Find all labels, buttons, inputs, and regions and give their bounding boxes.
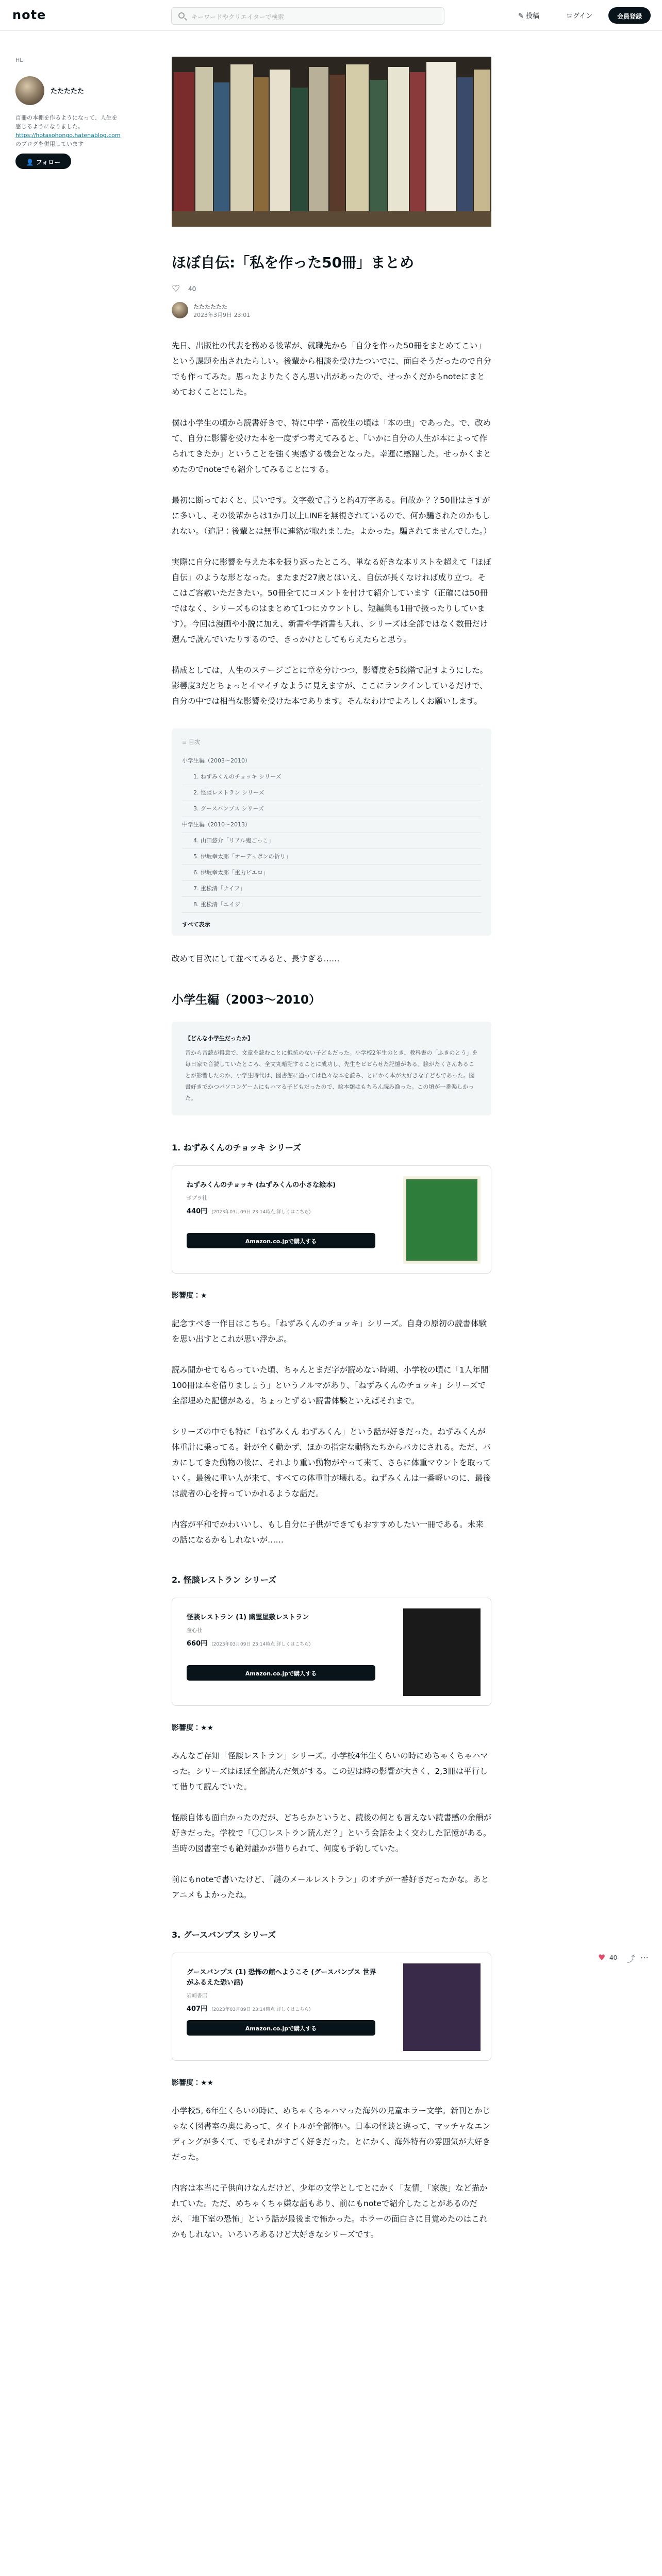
floating-action-bar	[598, 1953, 650, 1965]
book-paragraph: 読み聞かせてもらっていた頃、ちゃんとまだ字が読めない時期、小学校の頃に「1人年間100冊は本を借りましょう」というノルマがあり、「ねずみくんのチョッキ」シリーズで全部埋めた記憶がある。ちょっとずるい読書体験といえばそれまで。	[172, 1365, 489, 1405]
toc-show-all-button[interactable]: すべて表示	[182, 921, 210, 928]
book-paragraph: 内容は本当に子供向けなんだけど、少年の文学としてとにかく「友情」「家族」など描かれていた。ただ、めちゃくちゃ嫌な話もあり、前にもnoteで紹介したことがあるのだが、「地下室の恐怖」という話が最後まで怖かった。ホラーの面白さに目覚めたのはこれかもしれない。いろいろあるけど大好きなシリーズです。	[172, 2183, 488, 2239]
product-title[interactable]: ねずみくんのチョッキ (ねずみくんの小さな絵本)	[187, 1181, 336, 1189]
book-heading: 3. グースバンプス シリーズ	[172, 1930, 276, 1940]
toc-item[interactable]: 3. グースバンプス シリーズ	[182, 801, 481, 817]
book-cover-image[interactable]	[403, 1963, 481, 2051]
intro-paragraph: 実際に自分に影響を与えた本を振り返ったところ、単なる好きな本リストを超えて「ほぼ自伝」のような形となった。またまだ27歳とはいえ、自伝が長くなければ成り立つ。そこはご容赦いただきたい。50冊全てにコメントを付けて紹介しています（正確には50冊ではなく、シリーズものはまとめて1つにカウントし、短編集も1冊で扱ったりしています）。今回は漫画や小説に加え、新書や学術書も入れ、シリーズは全部ではなく数冊だけ選んで読んでいたりするので、きっかけとしてもらえたらと思う。	[172, 557, 491, 644]
book-paragraph: 怪談自体も面白かったのだが、どちらかというと、読後の何とも言えない読書感の余韻が好きだった。学校で「〇〇レストラン読んだ？」という会話をよく交わした記憶がある。当時の図書室でも絶対誰かが借りられて、何度も予約していた。	[172, 1813, 492, 1853]
influence-rating: 影響度：★	[172, 1292, 207, 1300]
product-price: 440円 (2023年03月09日 23:14時点 詳しくはこちら)	[187, 1208, 311, 1215]
creator-blog-link[interactable]: https://hotasohongo.hatenablog.com	[15, 132, 121, 139]
amazon-product-card[interactable]	[172, 1953, 491, 2061]
amazon-buy-button[interactable]: Amazon.co.jpで購入する	[187, 2020, 375, 2036]
post-button[interactable]: ✎ 投稿	[518, 12, 540, 20]
follow-button[interactable]: 👤 フォロー	[15, 154, 71, 169]
author-name[interactable]: たたたたたた	[193, 303, 227, 310]
heart-icon[interactable]: ♥	[598, 1953, 606, 1962]
signup-button[interactable]: 会員登録	[608, 7, 651, 24]
book-paragraph: みんなご存知「怪談レストラン」シリーズ。小学校4年生くらいの時にめちゃくちゃハマった。シリーズはほぼ全部読んだ気がする。この辺は時の影響が大きく、2,3冊は平行して借りて読んでいた。	[172, 1751, 488, 1791]
search-icon	[178, 12, 185, 19]
like-count[interactable]: 40	[609, 1954, 618, 1961]
toc-item[interactable]: 5. 伊坂幸太郎「オーデュボンの祈り」	[182, 849, 481, 865]
heart-icon[interactable]: ♡	[172, 283, 180, 294]
amazon-buy-button[interactable]: Amazon.co.jpで購入する	[187, 1233, 375, 1248]
profile-text: 昔から音読が得意で、文章を読むことに抵抗のない子どもだった。小学校2年生のとき、教科書の「ふきのとう」を毎日家で音読していたところ、全文丸暗記することに成功し、先生をビビらせた記憶がある。絵がたくさんあることが影響したのか、小学生時代は、図書館に通っては色々な本を読み、とにかく本が大好きな子どもであった。図書好きでかつパソコンゲームにもハマる子どもだったので、絵本類はもちろん読み漁った。この頃が一番楽しかった。	[185, 1049, 478, 1101]
magazine-label: HL	[15, 57, 23, 63]
book-cover-image[interactable]	[403, 1608, 481, 1696]
amazon-product-card[interactable]	[172, 1165, 491, 1274]
toc-item[interactable]: 中学生編（2010〜2013）	[182, 817, 481, 833]
creator-name[interactable]: たたたたた	[51, 88, 85, 95]
intro-paragraph: 先日、出版社の代表を務める後輩が、就職先から「自分を作った50冊をまとめてこい」という課題を出されたらしい。後輩から相談を受けたついでに、面白そうだったので自分でも作ってみた。思ったよりたくさん思い出があったので、せっかくだからnoteにまとめておくことにした。	[172, 341, 492, 397]
more-options-icon[interactable]: ⋯	[640, 1953, 649, 1962]
table-of-contents	[172, 728, 491, 936]
intro-paragraph: 僕は小学生の頃から読書好きで、特に中学・高校生の頃は「本の虫」であった。で、改めて、自分に影響を受けた本を一度ずつ考えてみると、「いかに自分の人生が本によって作られてきたか」ということを強く実感する機会となった。幸運に感謝した。せっかくまとめたのでnoteでも紹介してみることにする。	[172, 418, 491, 474]
toc-item[interactable]: 7. 重松清「ナイフ」	[182, 881, 481, 897]
influence-rating: 影響度：★★	[172, 1724, 214, 1732]
toc-heading: ≡ 目次	[182, 739, 200, 745]
intro-paragraph: 最初に断っておくと、長いです。文字数で言うと約4万字ある。何故か？？50冊はさすがに多いし、その後輩からは1か月以上LINEを無視されているので、何か騙されたのかもしれない。（追記：後輩とは無事に連絡が取れました。よかった。騙されてませんでした。）	[172, 496, 492, 536]
profile-box	[172, 1022, 491, 1115]
article-title: ほぼ自伝:「私を作った50冊」まとめ	[172, 254, 415, 271]
amazon-product-card[interactable]	[172, 1598, 491, 1706]
book-paragraph: 内容が平和でかわいいし、もし自分に子供ができてもおすすめしたい一冊である。未来の話になるかもしれないが……	[172, 1520, 484, 1545]
product-maker: 童心社	[187, 1628, 202, 1634]
product-maker: ポプラ社	[187, 1196, 207, 1201]
login-button[interactable]: ログイン	[566, 12, 593, 20]
share-icon[interactable]: ⤴	[627, 1954, 636, 1964]
toc-item[interactable]: 1. ねずみくんのチョッキ シリーズ	[182, 769, 481, 785]
publish-date: 2023年3月9日 23:01	[193, 312, 251, 318]
book-paragraph: 記念すべき一作目はこちら。「ねずみくんのチョッキ」シリーズ。自身の原初の読書体験を思い出すとこれが思い浮かぶ。	[172, 1319, 487, 1344]
book-heading: 1. ねずみくんのチョッキ シリーズ	[172, 1143, 302, 1153]
profile-title: 【どんな小学生だったか】	[185, 1035, 253, 1042]
amazon-buy-button[interactable]: Amazon.co.jpで購入する	[187, 1665, 375, 1681]
top-navigation-bar	[0, 0, 662, 31]
article	[172, 57, 491, 2242]
book-heading: 2. 怪談レストラン シリーズ	[172, 1575, 277, 1585]
book-cover-image[interactable]	[403, 1176, 481, 1264]
book-paragraph: 小学校5, 6年生くらいの時に、めちゃくちゃハマった海外の児童ホラー文学。新刊とかじゃなく図書室の奥にあって、タイトルが全部怖い。日本の怪談と違って、マッチャなエンディングが多くて、でもそれがすごく好きだった。とにかく、海外特有の雰囲気が大好きだった。	[172, 2106, 490, 2162]
section-heading: 小学生編（2003〜2010）	[172, 993, 321, 1007]
product-price: 660円 (2023年03月09日 23:14時点 詳しくはこちら)	[187, 1640, 311, 1648]
like-row	[172, 282, 491, 295]
product-price: 407円 (2023年03月09日 23:14時点 詳しくはこちら)	[187, 2005, 311, 2013]
creator-sidebar	[15, 57, 121, 166]
like-count[interactable]: 40	[188, 285, 196, 293]
intro-paragraph: 構成としては、人生のステージごとに章を分けつつ、影響度を5段階で記すようにした。影響度3だとちょっとイマイチなように見えますが、ここにランクインしているだけで、自分の中では相当な影響を受けた本であります。そんなわけでよろしくお願いします。	[172, 666, 488, 706]
search-input[interactable]	[171, 7, 444, 25]
avatar[interactable]	[15, 76, 44, 105]
product-title[interactable]: グースバンプス (1) 恐怖の館へようこそ (グースバンプス 世界がふるえた恐い話)	[187, 1969, 376, 1987]
note-logo[interactable]: note	[12, 8, 46, 22]
author-avatar[interactable]	[172, 302, 188, 318]
author-row	[172, 302, 491, 323]
toc-item[interactable]: 6. 伊坂幸太郎「重力ピエロ」	[182, 865, 481, 881]
toc-item[interactable]: 小学生編（2003〜2010）	[182, 753, 481, 769]
influence-rating: 影響度：★★	[172, 2079, 214, 2087]
hero-image-bookshelf	[172, 57, 491, 227]
after-toc-paragraph: 改めて目次にして並べてみると、長すぎる……	[172, 954, 340, 963]
product-maker: 岩崎書店	[187, 1993, 207, 1999]
search-placeholder: キーワードやクリエイターで検索	[191, 13, 284, 21]
toc-item[interactable]: 8. 重松清「エイジ」	[182, 897, 481, 913]
toc-item[interactable]: 2. 怪談レストラン シリーズ	[182, 785, 481, 801]
creator-bio: 百冊の本棚を作るようになって、人生を感じるようになりました。 https://hotasohongo.hatenablog.com のブログを併用しています	[15, 114, 121, 147]
toc-item[interactable]: 4. 山田悠介「リアル鬼ごっこ」	[182, 833, 481, 849]
book-paragraph: シリーズの中でも特に「ねずみくん ねずみくん」という話が好きだった。ねずみくんが体重計に乗ってる。針が全く動かず、ほかの指定な動物たちからバカにされる。ただ、バカにしてきた動物の後に、それより重い動物がやって来て、さらに体重マウントを取っていく。最後に重い人が来て、すべての体重計が壊れる。ねずみくんは一番軽いのに、最後は読者の心を持っていかれるような話だ。	[172, 1427, 491, 1498]
book-paragraph: 前にもnoteで書いたけど、「謎のメールレストラン」のオチが一番好きだったかな。あとアニメもよかったね。	[172, 1875, 489, 1900]
product-title[interactable]: 怪談レストラン (1) 幽霊屋敷レストラン	[187, 1614, 309, 1621]
